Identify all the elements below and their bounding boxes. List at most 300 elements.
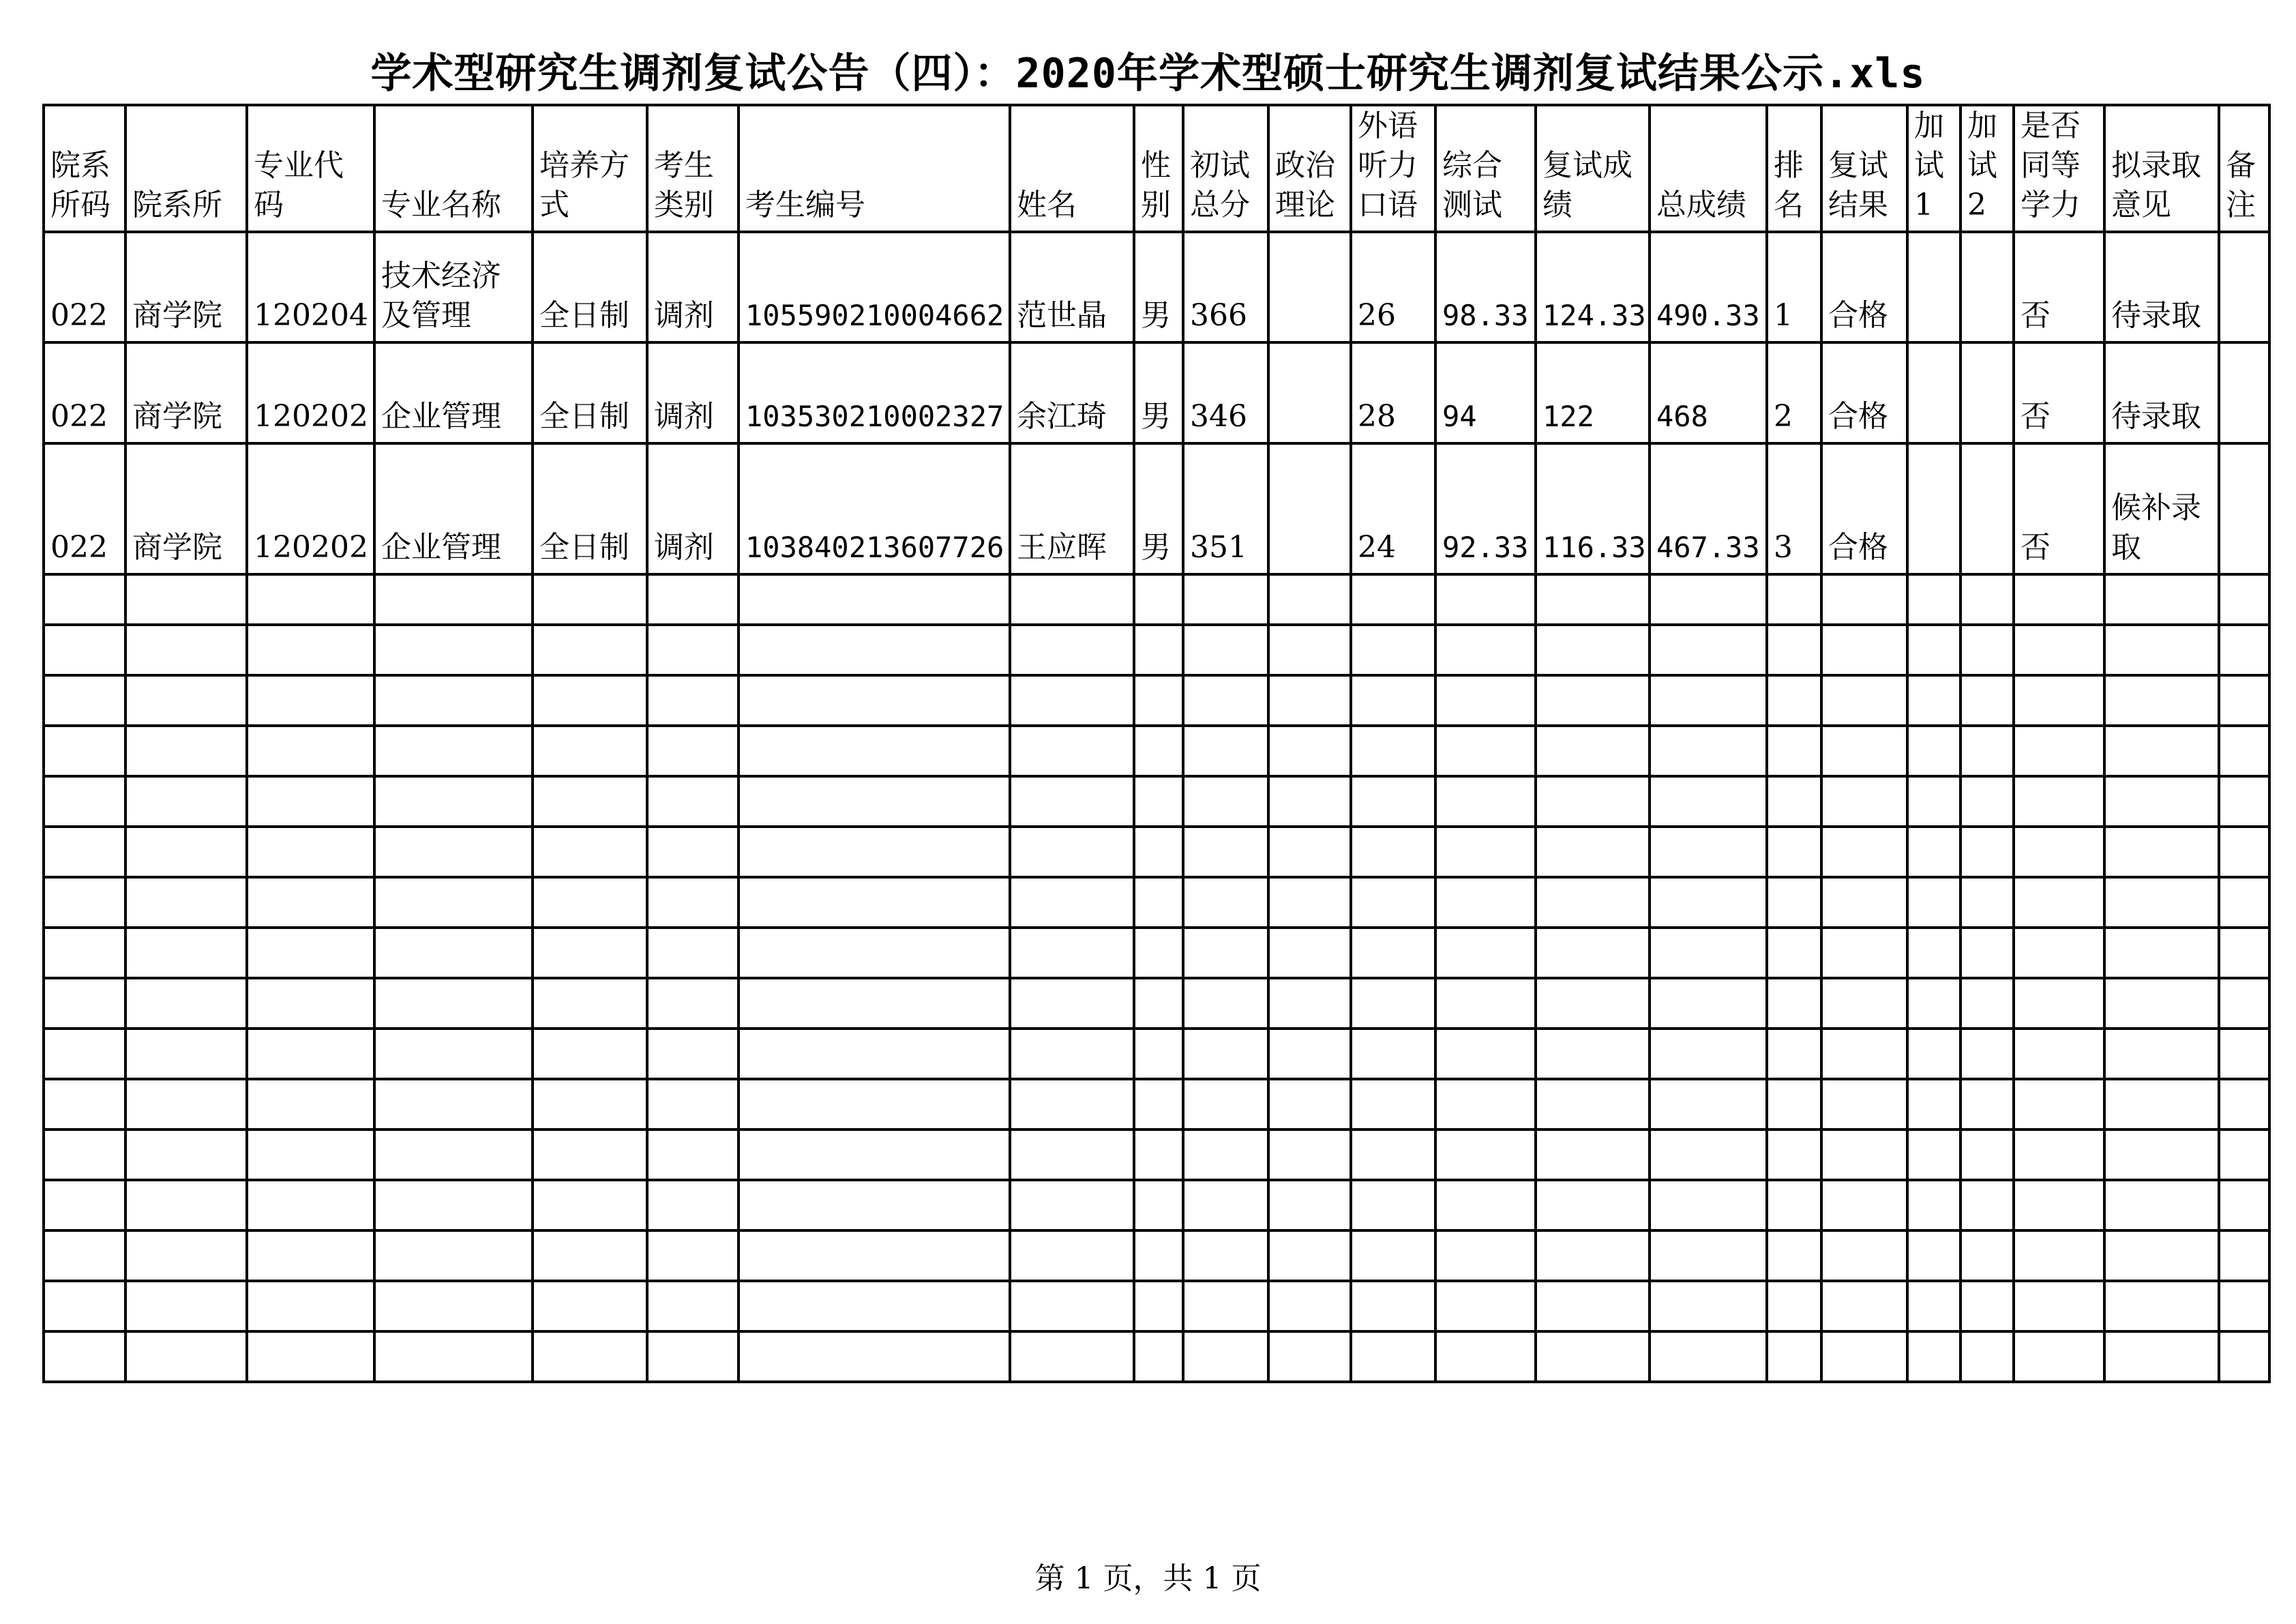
empty-row	[44, 1130, 2269, 1180]
table-cell	[1268, 443, 1351, 574]
empty-cell	[647, 1180, 739, 1230]
empty-row	[44, 1230, 2269, 1281]
table-cell: 否	[2014, 342, 2104, 443]
empty-cell	[1960, 1130, 2014, 1180]
empty-cell	[1183, 877, 1268, 928]
empty-cell	[647, 1281, 739, 1331]
empty-cell	[1183, 1331, 1268, 1382]
empty-cell	[374, 776, 533, 827]
empty-cell	[1351, 574, 1435, 625]
empty-cell	[2104, 1331, 2219, 1382]
empty-cell	[1435, 625, 1536, 675]
empty-cell	[1134, 675, 1183, 726]
empty-cell	[374, 1130, 533, 1180]
empty-cell	[2014, 574, 2104, 625]
empty-cell	[739, 827, 1010, 877]
empty-cell	[2014, 928, 2104, 978]
header-cell: 培养方式	[533, 105, 647, 232]
empty-cell	[739, 1079, 1010, 1130]
empty-cell	[44, 1331, 125, 1382]
results-table	[42, 104, 2271, 1383]
empty-cell	[1650, 1029, 1767, 1079]
empty-cell	[1435, 1331, 1536, 1382]
empty-cell	[1134, 625, 1183, 675]
empty-cell	[647, 1230, 739, 1281]
empty-cell	[44, 574, 125, 625]
table-cell: 商学院	[125, 232, 247, 342]
empty-cell	[1767, 1079, 1821, 1130]
empty-cell	[374, 1230, 533, 1281]
empty-cell	[247, 877, 374, 928]
table-cell	[1960, 342, 2014, 443]
header-cell: 复试成绩	[1536, 105, 1650, 232]
empty-cell	[533, 928, 647, 978]
header-cell: 加试2	[1960, 105, 2014, 232]
empty-cell	[1435, 574, 1536, 625]
empty-cell	[1907, 1331, 1960, 1382]
header-cell: 性别	[1134, 105, 1183, 232]
table-cell: 合格	[1821, 232, 1907, 342]
empty-cell	[2219, 574, 2269, 625]
table-cell: 男	[1134, 443, 1183, 574]
empty-cell	[1907, 1180, 1960, 1230]
empty-cell	[374, 625, 533, 675]
empty-cell	[44, 1130, 125, 1180]
table-cell: 否	[2014, 443, 2104, 574]
empty-cell	[44, 675, 125, 726]
empty-cell	[647, 1331, 739, 1382]
empty-cell	[2104, 978, 2219, 1029]
header-cell: 加试1	[1907, 105, 1960, 232]
empty-cell	[44, 978, 125, 1029]
empty-cell	[1960, 625, 2014, 675]
empty-cell	[1536, 827, 1650, 877]
table-cell: 124.33	[1536, 232, 1650, 342]
table-cell: 全日制	[533, 342, 647, 443]
empty-cell	[739, 625, 1010, 675]
empty-cell	[1907, 877, 1960, 928]
table-cell: 企业管理	[374, 342, 533, 443]
empty-cell	[1351, 675, 1435, 726]
table-cell: 2	[1767, 342, 1821, 443]
empty-cell	[125, 776, 247, 827]
empty-cell	[374, 978, 533, 1029]
empty-cell	[1767, 1130, 1821, 1180]
empty-cell	[247, 928, 374, 978]
empty-cell	[1435, 1029, 1536, 1079]
empty-cell	[1010, 1079, 1134, 1130]
empty-cell	[374, 726, 533, 776]
table-cell: 商学院	[125, 443, 247, 574]
page-footer: 第 1 页，共 1 页	[1034, 1561, 1262, 1596]
empty-cell	[1183, 1281, 1268, 1331]
empty-cell	[1907, 625, 1960, 675]
empty-cell	[2219, 978, 2269, 1029]
empty-cell	[647, 877, 739, 928]
empty-cell	[1183, 776, 1268, 827]
empty-cell	[2014, 1130, 2104, 1180]
table-cell: 467.33	[1650, 443, 1767, 574]
empty-cell	[125, 1180, 247, 1230]
empty-cell	[1134, 726, 1183, 776]
table-cell: 3	[1767, 443, 1821, 574]
empty-cell	[247, 1130, 374, 1180]
table-cell: 待录取	[2104, 342, 2219, 443]
table-cell: 346	[1183, 342, 1268, 443]
empty-cell	[1134, 574, 1183, 625]
empty-cell	[1960, 574, 2014, 625]
empty-cell	[125, 1230, 247, 1281]
empty-cell	[2014, 776, 2104, 827]
empty-cell	[2219, 1130, 2269, 1180]
empty-cell	[1536, 928, 1650, 978]
empty-cell	[1268, 877, 1351, 928]
empty-cell	[1268, 1029, 1351, 1079]
empty-cell	[1821, 1230, 1907, 1281]
empty-cell	[1767, 675, 1821, 726]
empty-cell	[1268, 1230, 1351, 1281]
empty-cell	[1821, 827, 1907, 877]
empty-cell	[1650, 877, 1767, 928]
header-cell: 外语听力口语	[1351, 105, 1435, 232]
empty-cell	[1960, 877, 2014, 928]
empty-cell	[1134, 1079, 1183, 1130]
empty-cell	[647, 675, 739, 726]
empty-cell	[125, 1281, 247, 1331]
empty-cell	[1183, 978, 1268, 1029]
empty-cell	[2104, 1230, 2219, 1281]
empty-cell	[2104, 1130, 2219, 1180]
empty-cell	[1010, 574, 1134, 625]
empty-cell	[1650, 1331, 1767, 1382]
table-row	[44, 342, 2269, 443]
header-cell: 是否同等学力	[2014, 105, 2104, 232]
empty-cell	[2219, 625, 2269, 675]
empty-cell	[1650, 827, 1767, 877]
empty-cell	[1821, 1331, 1907, 1382]
empty-cell	[647, 776, 739, 827]
empty-cell	[1134, 1029, 1183, 1079]
empty-cell	[1907, 574, 1960, 625]
empty-cell	[1650, 978, 1767, 1029]
empty-cell	[1960, 1281, 2014, 1331]
header-cell: 初试总分	[1183, 105, 1268, 232]
empty-cell	[647, 928, 739, 978]
empty-cell	[533, 574, 647, 625]
empty-cell	[2104, 675, 2219, 726]
table-cell: 103840213607726	[739, 443, 1010, 574]
empty-cell	[374, 574, 533, 625]
header-cell: 拟录取意见	[2104, 105, 2219, 232]
empty-cell	[647, 1029, 739, 1079]
empty-row	[44, 928, 2269, 978]
empty-row	[44, 574, 2269, 625]
empty-cell	[1435, 776, 1536, 827]
empty-cell	[1268, 726, 1351, 776]
empty-cell	[1183, 928, 1268, 978]
table-cell	[2219, 342, 2269, 443]
empty-cell	[1351, 1281, 1435, 1331]
table-cell: 否	[2014, 232, 2104, 342]
empty-cell	[1821, 1029, 1907, 1079]
empty-cell	[2104, 1281, 2219, 1331]
empty-cell	[1536, 1180, 1650, 1230]
table-cell	[1907, 342, 1960, 443]
empty-cell	[1134, 776, 1183, 827]
empty-cell	[533, 1331, 647, 1382]
table-cell: 男	[1134, 342, 1183, 443]
table-cell: 技术经济及管理	[374, 232, 533, 342]
table-cell: 24	[1351, 443, 1435, 574]
table-cell: 122	[1536, 342, 1650, 443]
empty-cell	[2219, 726, 2269, 776]
empty-cell	[1767, 877, 1821, 928]
table-cell: 92.33	[1435, 443, 1536, 574]
empty-cell	[1650, 574, 1767, 625]
table-cell: 120202	[247, 443, 374, 574]
empty-cell	[1010, 1281, 1134, 1331]
empty-cell	[125, 625, 247, 675]
empty-cell	[247, 675, 374, 726]
empty-cell	[2219, 1281, 2269, 1331]
header-cell: 政治理论	[1268, 105, 1351, 232]
empty-cell	[533, 776, 647, 827]
empty-cell	[374, 1029, 533, 1079]
table-cell: 103530210002327	[739, 342, 1010, 443]
table-cell: 合格	[1821, 443, 1907, 574]
empty-cell	[1351, 827, 1435, 877]
empty-cell	[2104, 827, 2219, 877]
empty-cell	[2104, 877, 2219, 928]
empty-cell	[1268, 1281, 1351, 1331]
empty-cell	[247, 827, 374, 877]
header-cell: 复试结果	[1821, 105, 1907, 232]
empty-row	[44, 1029, 2269, 1079]
empty-cell	[1010, 1180, 1134, 1230]
empty-cell	[533, 675, 647, 726]
empty-cell	[1536, 978, 1650, 1029]
table-cell: 120202	[247, 342, 374, 443]
empty-cell	[1907, 1029, 1960, 1079]
empty-cell	[739, 675, 1010, 726]
empty-cell	[1650, 1281, 1767, 1331]
empty-cell	[1960, 675, 2014, 726]
empty-cell	[374, 675, 533, 726]
table-cell	[1268, 232, 1351, 342]
table-cell: 王应晖	[1010, 443, 1134, 574]
empty-cell	[1351, 1079, 1435, 1130]
empty-cell	[1351, 1130, 1435, 1180]
empty-cell	[1183, 574, 1268, 625]
empty-cell	[2014, 1230, 2104, 1281]
empty-cell	[1536, 776, 1650, 827]
empty-cell	[1268, 928, 1351, 978]
empty-cell	[1907, 726, 1960, 776]
empty-cell	[1268, 625, 1351, 675]
empty-cell	[1010, 1130, 1134, 1180]
table-cell	[1960, 232, 2014, 342]
empty-cell	[1907, 1281, 1960, 1331]
empty-cell	[125, 978, 247, 1029]
empty-cell	[1821, 877, 1907, 928]
empty-cell	[1010, 877, 1134, 928]
empty-cell	[247, 978, 374, 1029]
empty-cell	[44, 1230, 125, 1281]
empty-row	[44, 877, 2269, 928]
table-cell: 调剂	[647, 443, 739, 574]
empty-cell	[533, 1180, 647, 1230]
header-cell: 考生类别	[647, 105, 739, 232]
empty-cell	[1183, 1130, 1268, 1180]
empty-cell	[2104, 1079, 2219, 1130]
empty-cell	[1536, 1130, 1650, 1180]
empty-cell	[1183, 1230, 1268, 1281]
empty-cell	[533, 978, 647, 1029]
empty-cell	[1821, 1180, 1907, 1230]
empty-cell	[1435, 675, 1536, 726]
empty-cell	[1536, 1029, 1650, 1079]
empty-cell	[1536, 1079, 1650, 1130]
empty-cell	[739, 1029, 1010, 1079]
empty-rows	[44, 574, 2269, 1382]
empty-cell	[1435, 877, 1536, 928]
header-cell: 排名	[1767, 105, 1821, 232]
empty-cell	[1650, 1079, 1767, 1130]
empty-cell	[2104, 1029, 2219, 1079]
empty-cell	[1536, 1281, 1650, 1331]
empty-cell	[247, 1230, 374, 1281]
empty-cell	[1960, 1230, 2014, 1281]
empty-cell	[739, 1230, 1010, 1281]
header-cell: 总成绩	[1650, 105, 1767, 232]
empty-cell	[1821, 625, 1907, 675]
table-cell	[1960, 443, 2014, 574]
table-row	[44, 443, 2269, 574]
header-cell: 综合测试	[1435, 105, 1536, 232]
empty-cell	[739, 978, 1010, 1029]
empty-cell	[2219, 1180, 2269, 1230]
empty-cell	[125, 1029, 247, 1079]
empty-cell	[1351, 877, 1435, 928]
empty-row	[44, 625, 2269, 675]
empty-cell	[374, 827, 533, 877]
table-cell: 468	[1650, 342, 1767, 443]
empty-cell	[1960, 776, 2014, 827]
empty-cell	[247, 1029, 374, 1079]
empty-cell	[1010, 1029, 1134, 1079]
empty-cell	[739, 1180, 1010, 1230]
empty-cell	[1821, 574, 1907, 625]
empty-cell	[2014, 978, 2104, 1029]
empty-cell	[1767, 1230, 1821, 1281]
table-cell: 366	[1183, 232, 1268, 342]
empty-cell	[1767, 1331, 1821, 1382]
empty-cell	[1183, 625, 1268, 675]
empty-cell	[1435, 1230, 1536, 1281]
empty-cell	[1907, 928, 1960, 978]
empty-cell	[647, 574, 739, 625]
empty-cell	[1134, 1281, 1183, 1331]
empty-cell	[44, 1281, 125, 1331]
empty-cell	[533, 877, 647, 928]
empty-cell	[1821, 978, 1907, 1029]
empty-cell	[2219, 1029, 2269, 1079]
table-cell: 022	[44, 443, 125, 574]
header-cell: 专业名称	[374, 105, 533, 232]
table-cell: 合格	[1821, 342, 1907, 443]
empty-cell	[1268, 1180, 1351, 1230]
empty-cell	[125, 726, 247, 776]
table-cell	[2219, 443, 2269, 574]
empty-cell	[125, 675, 247, 726]
empty-cell	[125, 574, 247, 625]
empty-cell	[1010, 726, 1134, 776]
table-cell: 28	[1351, 342, 1435, 443]
empty-cell	[1351, 776, 1435, 827]
header-row	[44, 105, 2269, 232]
empty-cell	[1960, 726, 2014, 776]
empty-cell	[1351, 1180, 1435, 1230]
empty-cell	[1268, 675, 1351, 726]
empty-cell	[2014, 726, 2104, 776]
empty-cell	[1268, 978, 1351, 1029]
empty-cell	[247, 625, 374, 675]
empty-cell	[2014, 675, 2104, 726]
empty-cell	[1134, 1180, 1183, 1230]
empty-cell	[2219, 1230, 2269, 1281]
empty-cell	[44, 1029, 125, 1079]
empty-cell	[1351, 1230, 1435, 1281]
empty-cell	[125, 877, 247, 928]
empty-cell	[1907, 978, 1960, 1029]
empty-cell	[1767, 978, 1821, 1029]
empty-cell	[1536, 625, 1650, 675]
empty-cell	[1435, 1281, 1536, 1331]
empty-cell	[1010, 776, 1134, 827]
empty-row	[44, 726, 2269, 776]
empty-cell	[1435, 726, 1536, 776]
empty-cell	[125, 1130, 247, 1180]
empty-cell	[2014, 827, 2104, 877]
empty-cell	[1536, 675, 1650, 726]
empty-cell	[1767, 625, 1821, 675]
empty-cell	[1351, 928, 1435, 978]
empty-cell	[1767, 776, 1821, 827]
empty-cell	[247, 1180, 374, 1230]
empty-cell	[2219, 776, 2269, 827]
empty-cell	[1010, 675, 1134, 726]
empty-cell	[1010, 1331, 1134, 1382]
empty-cell	[1536, 574, 1650, 625]
empty-cell	[1010, 978, 1134, 1029]
empty-cell	[2014, 1180, 2104, 1230]
empty-cell	[2104, 1180, 2219, 1230]
table-cell: 范世晶	[1010, 232, 1134, 342]
empty-cell	[2014, 877, 2104, 928]
header-cell: 姓名	[1010, 105, 1134, 232]
empty-cell	[1435, 928, 1536, 978]
table-cell: 26	[1351, 232, 1435, 342]
empty-cell	[1183, 1029, 1268, 1079]
empty-cell	[1268, 1331, 1351, 1382]
table-cell: 余江琦	[1010, 342, 1134, 443]
empty-cell	[247, 1281, 374, 1331]
empty-cell	[739, 1130, 1010, 1180]
empty-cell	[1134, 877, 1183, 928]
empty-cell	[2104, 574, 2219, 625]
empty-cell	[533, 726, 647, 776]
empty-cell	[1010, 827, 1134, 877]
